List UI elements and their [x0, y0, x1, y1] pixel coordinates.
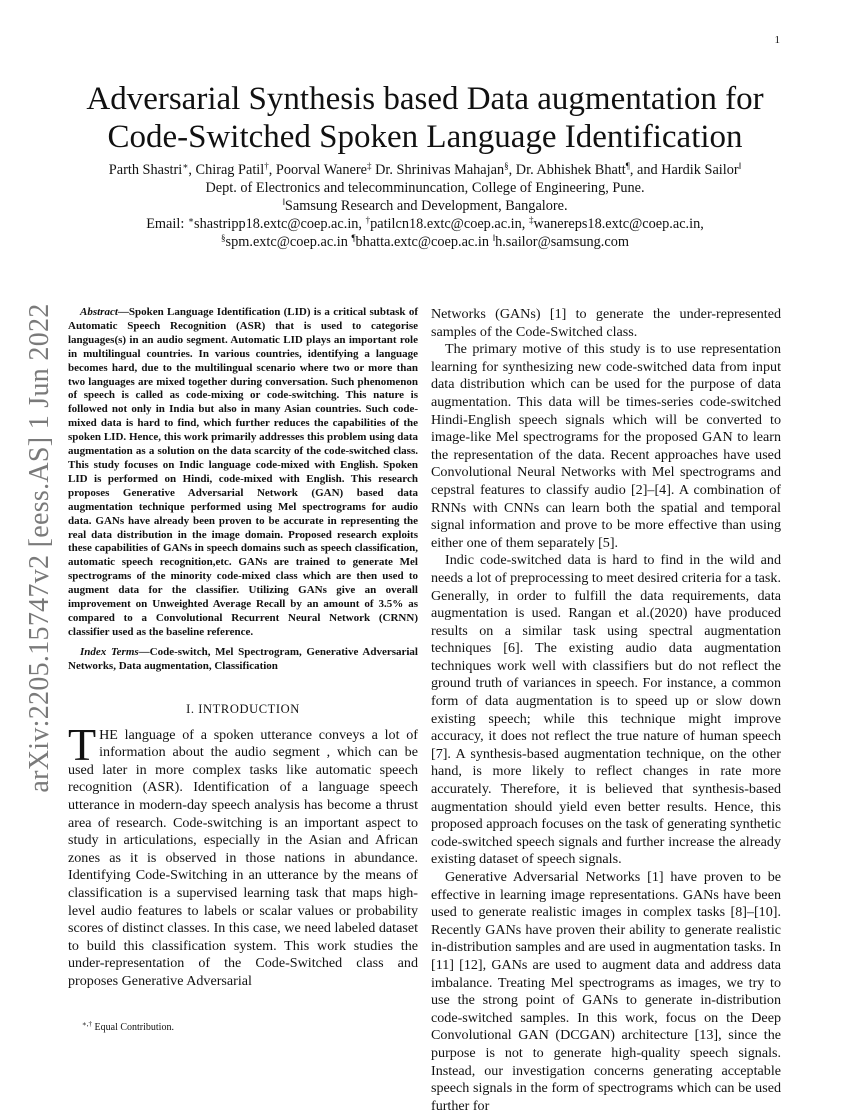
index-terms-text: —Code-switch, Mel Spectrogram, Generative Adversarial Networks, Data augmentation, Classification [68, 645, 418, 672]
arxiv-identifier-stamp: arXiv:2205.15747v2 [eess.AS] 1 Jun 2022 [24, 303, 55, 793]
author-name: , Chirag Patil [188, 162, 265, 178]
footnote-equal-contribution [68, 1022, 432, 1033]
author-mark: ‡ [367, 161, 372, 171]
index-terms-label: Index Terms [80, 645, 139, 658]
author-mark: ‖ [738, 161, 742, 171]
author-mark: § [504, 161, 509, 171]
right-column [431, 306, 781, 1115]
intro-paragraph-3: Indic code-switched data is hard to find in the wild and needs a lot of preprocessing to meet desired criteria for a task. Generally, in order to fulfill the data requirements, data augmentation is used. Rangan et al.(2020) have produced results on a similar task using spectral augmentation techniques [6]. The existing audio data augmentation techniques work well with classifiers but do not reflect the ground truth of variances in speech. For instance, a common form of data augmentation is to speed up or slow down existing speech; while this technique might improve accuracy, it does not reflect the true nature of human speech [7]. A synthesis-based augmentation technique, on the other hand, is more likely to reflect changes in rate more accurately. Therefore, it is believed that synthesis-based augmentation should yield even better results. Hence, this proposed approach focuses on the task of generating synthetic code-switched speech signals and further increase the already existing dataset of speech signals. [431, 552, 781, 868]
title-line-1: Adversarial Synthesis based Data augmentation for [86, 81, 764, 117]
drop-cap: T [68, 718, 97, 770]
email-address: bhatta.extc@coep.ac.in [355, 234, 493, 250]
author-block [70, 161, 780, 251]
paper-title [70, 80, 780, 156]
abstract-text: —Spoken Language Identification (LID) is a critical subtask of Automatic Speech Recognition (ASR) that is used to categorise languages(s) in an audio segment. Automatic LID plays an important role in multilingual countries. In various countries, identifying a language becomes hard, due to the multilingual scenario where two or more than two languages are mixed together during conversation. Such phenomenon of speech is called as code-mixing or code-switching. This nature is followed not only in India but also in many Asian countries. Such code-mixed data is hard to find, which further reduces the capabilities of the spoken LID. Hence, this work primarily addresses this problem using data augmentation as a solution on the data scarcity of the code-switched class. This study focuses on Indic language code-mixed with English. Spoken LID is performed on Hindi, code-mixed with English. This research proposes Generative Adversarial Network (GAN) based data augmentation technique performed using Mel spectrograms for audio data. GANs have already been proven to be accurate in representing the real data distribution in the image domain. Proposed research exploits these capabilities of GANs in speech domains such as speech classification, automatic speech recognition,etc. GANs are trained to generate Mel spectrograms of the minority code-mixed class which are then used to augment data for the classifier. Utilizing GANs give an overall improvement on Unweighted Average Recall by an amount of 3.5% as compared to a Convolutional Recurrent Neural Network (CRNN) classifier used as the baseline reference. [68, 306, 418, 638]
author-mark: ¶ [625, 161, 630, 171]
intro-paragraph-1-continued: Networks (GANs) [1] to generate the under-represented samples of the Code-Switched class. [431, 306, 781, 340]
email-mark: ‡ [528, 215, 534, 225]
section-heading-introduction: I. INTRODUCTION [186, 701, 300, 716]
intro-paragraph-1 [68, 718, 418, 991]
author-name: Dr. Shrinivas Mahajan [371, 162, 505, 178]
email-address: wanereps18.extc@coep.ac.in, [533, 216, 704, 232]
email-mark: ‖ [492, 233, 496, 243]
email-address: patilcn18.extc@coep.ac.in, [370, 216, 529, 232]
author-mark: ∗ [182, 161, 189, 171]
email-line-1 [70, 215, 780, 233]
email-label: Email: [146, 216, 188, 232]
intro-paragraph-1-text: HE language of a spoken utterance conveys a lot of information about the audio segment , which can be used later in more complex tasks like automatic speech recognition (ASR). Identification of a language speech utterance in modern-day speech analysis has become a thrust area of research. Code-switching is an important aspect to study in articulations, especially in the Asian and African zones as it is observed in those nations in abundance. Identifying Code-Switching in an utterance by the means of classification is a supervised learning task that maps high-level audio features to labels or scalar values or probability scores of distinct classes. In this case, we need labeled dataset to build this classification system. This work studies the under-representation of the Code-Switched class and proposes Generative Adversarial [68, 726, 418, 989]
email-mark: ∗ [187, 215, 195, 225]
footnote-text: Equal Contribution. [92, 1022, 174, 1033]
author-name: , Dr. Abhishek Bhatt [508, 162, 626, 178]
intro-paragraph-4: Generative Adversarial Networks [1] have proven to be effective in learning image representations. GANs have been used to generate realistic images in complex tasks [8]–[10]. Recently GANs have proven their ability to generate realistic in-distribution samples and are used in augmentation tasks. In [11] [12], GANs are used to augment data and address data imbalance. Treating Mel spectrograms as images, we try to use the strong point of GANs to generate in-distribution code-switched samples. In this work, focus on the Deep Convolutional GAN (DCGAN) architecture [13], since the purpose is not to generate high-quality speech signals. Instead, our investigation concerns generating acceptable speech signals in the form of spectrograms which can be used further for [431, 869, 781, 1114]
intro-paragraph-2: The primary motive of this study is to use representation learning for synthesizing new code-switched data from input data distribution which can be used for the purpose of data augmentation. This data will be times-series code-switched Hindi-English speech signals which will be converted to image-like Mel spectrograms for the proposed GAN to learn the representation of the data. Recent approaches have used Convolutional Neural Networks with Mel spectrograms and cepstral features to classify audio [2]–[4]. A combination of RNNs with CNNs can learn both the spatial and temporal signal information and prove to be more effective than using either one of them separately [5]. [431, 341, 781, 551]
affiliation-coep: Dept. of Electronics and telecomminuncation, College of Engineering, Pune. [205, 180, 645, 196]
email-mark: ¶ [351, 233, 356, 243]
index-terms [68, 646, 418, 674]
author-mark: † [264, 161, 269, 171]
author-list [70, 161, 780, 179]
abstract [68, 306, 418, 640]
author-name: , and Hardik Sailor [629, 162, 739, 178]
email-address: spm.extc@coep.ac.in [225, 234, 352, 250]
email-mark: † [365, 215, 371, 225]
email-mark: § [221, 233, 226, 243]
abstract-label: Abstract [80, 306, 118, 318]
title-line-2: Code-Switched Spoken Language Identification [107, 119, 743, 155]
affiliation-mark: ‖ [282, 197, 285, 207]
affiliation-samsung-text: Samsung Research and Development, Bangalore. [284, 198, 568, 214]
email-address: h.sailor@samsung.com [495, 234, 629, 250]
page-number: 1 [774, 34, 780, 46]
left-column [68, 306, 418, 990]
author-name: Parth Shastri [108, 162, 183, 178]
author-name: , Poorval Wanere [268, 162, 367, 178]
email-address: shastripp18.extc@coep.ac.in, [194, 216, 366, 232]
affiliation-samsung [70, 197, 780, 215]
footnote-marks: ∗,† [82, 1020, 93, 1028]
email-line-2 [70, 233, 780, 251]
